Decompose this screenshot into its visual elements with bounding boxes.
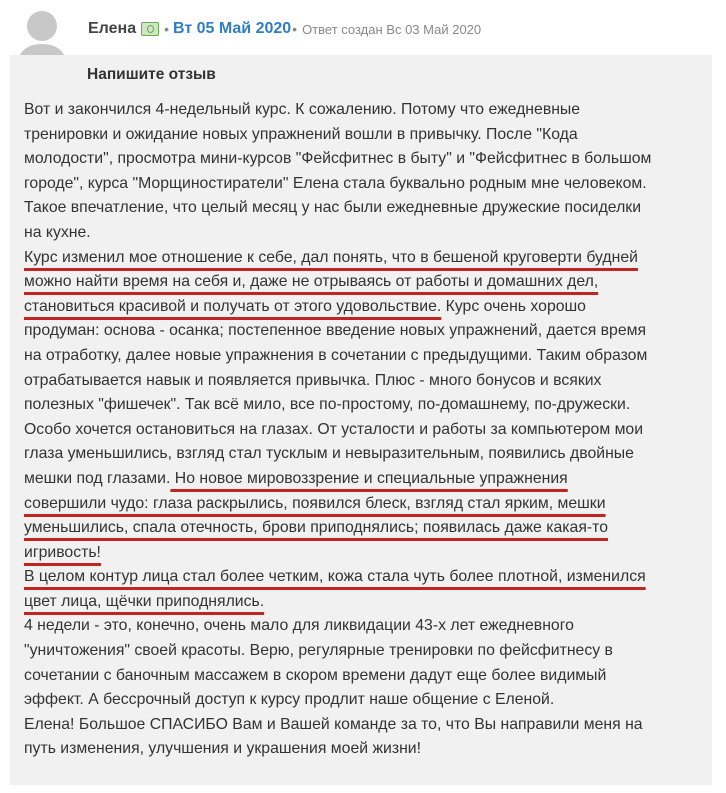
highlighted-line: можно найти время на себя и, даже не отрываясь от работы и домашних дел, [24, 273, 599, 291]
highlighted-line: В целом контур лица стал более четким, кожа стала чуть более плотной, изменился [24, 568, 646, 586]
review-date: Вт 05 Май 2020 [173, 20, 292, 37]
separator-dot: • [292, 21, 298, 37]
highlighted-text: Но новое мировоззрение и специальные упражнения [170, 469, 568, 487]
highlighted-line: совершили чудо: глаза раскрылись, появился блеск, взгляд стал ярким, мешки [24, 494, 606, 512]
review-line: Особо хочется остановиться на глазах. От усталости и работы за компьютером мои [24, 420, 644, 438]
highlighted-text: становиться красивой и получать от этого удовольствие. [24, 297, 442, 315]
separator-dot: • [164, 21, 169, 37]
review-line: Елена! Большое СПАСИБО Вам и Вашей команде за то, что Вы направили меня на [24, 715, 643, 733]
author-name[interactable]: Елена [88, 20, 137, 37]
review-line: сочетании с баночным массажем в скором времени дадут еще более видимый [24, 666, 607, 684]
review-line: тренировки и ожидание новых упражнений вошли в привычку. После "Кода [24, 125, 578, 143]
review-title: Напишите отзыв [87, 66, 216, 83]
review-line: 4 недели - это, конечно, очень мало для ликвидации 43-х лет ежедневного [24, 617, 574, 635]
review-line: "уничтожения" своей красоты. Верю, регулярные тренировки по фейсфитнесу в [24, 642, 613, 660]
review-text-fragment: Курс очень хорошо [441, 297, 586, 315]
review-line: продуман: основа - осанка; постепенное введение новых упражнений, дается время [24, 322, 647, 340]
review-line: отрабатывается навык и появляется привычка. Плюс - много бонусов и всяких [24, 371, 602, 389]
review-line [24, 295, 714, 320]
created-note: Ответ создан Вс 03 Май 2020 [302, 21, 482, 37]
review-line: Такое впечатление, что целый месяц у нас были ежедневные дружеские посиделки [24, 199, 642, 217]
review-line: эффект. А бессрочный доступ к курсу продлит наше общение с Еленой. [24, 691, 555, 709]
review-line: на отработку, далее новые упражнения в сочетании с предыдущими. Таким образом [24, 346, 648, 364]
review-card [10, 55, 712, 785]
highlighted-line: уменьшились, спала отечность, брови приподнялись; появилась даже какая-то [24, 519, 608, 537]
highlighted-line: цвет лица, щёчки приподнялись. [24, 592, 265, 610]
highlighted-line: Курс изменил мое отношение к себе, дал понять, что в бешеной круговерти будней [24, 248, 638, 266]
review-text-fragment: мешки под глазами. [24, 469, 171, 487]
review-text [24, 98, 714, 762]
review-line: путь изменения, улучшения и украшения моей жизни! [24, 740, 422, 758]
review-line: полезных "фишечек". Так всё мило, все по-простому, по-домашнему, по-дружески. [24, 396, 631, 414]
money-icon [141, 22, 159, 36]
review-line: на кухне. [24, 223, 91, 241]
review-line: городе", курса "Морщиностиратели" Елена стала буквально родным мне человеком. [24, 174, 647, 192]
review-header [88, 18, 481, 40]
review-line [24, 467, 714, 492]
review-line: молодости", просмотра мини-курсов "Фейсфитнес в быту" и "Фейсфитнес в большом [24, 150, 652, 168]
review-line: Вот и закончился 4-недельный курс. К сожалению. Потому что ежедневные [24, 101, 581, 118]
highlighted-line: игривость! [24, 543, 101, 561]
review-line: глаза уменьшились, взгляд стал тусклым и невыразительным, появились двойные [24, 445, 634, 463]
